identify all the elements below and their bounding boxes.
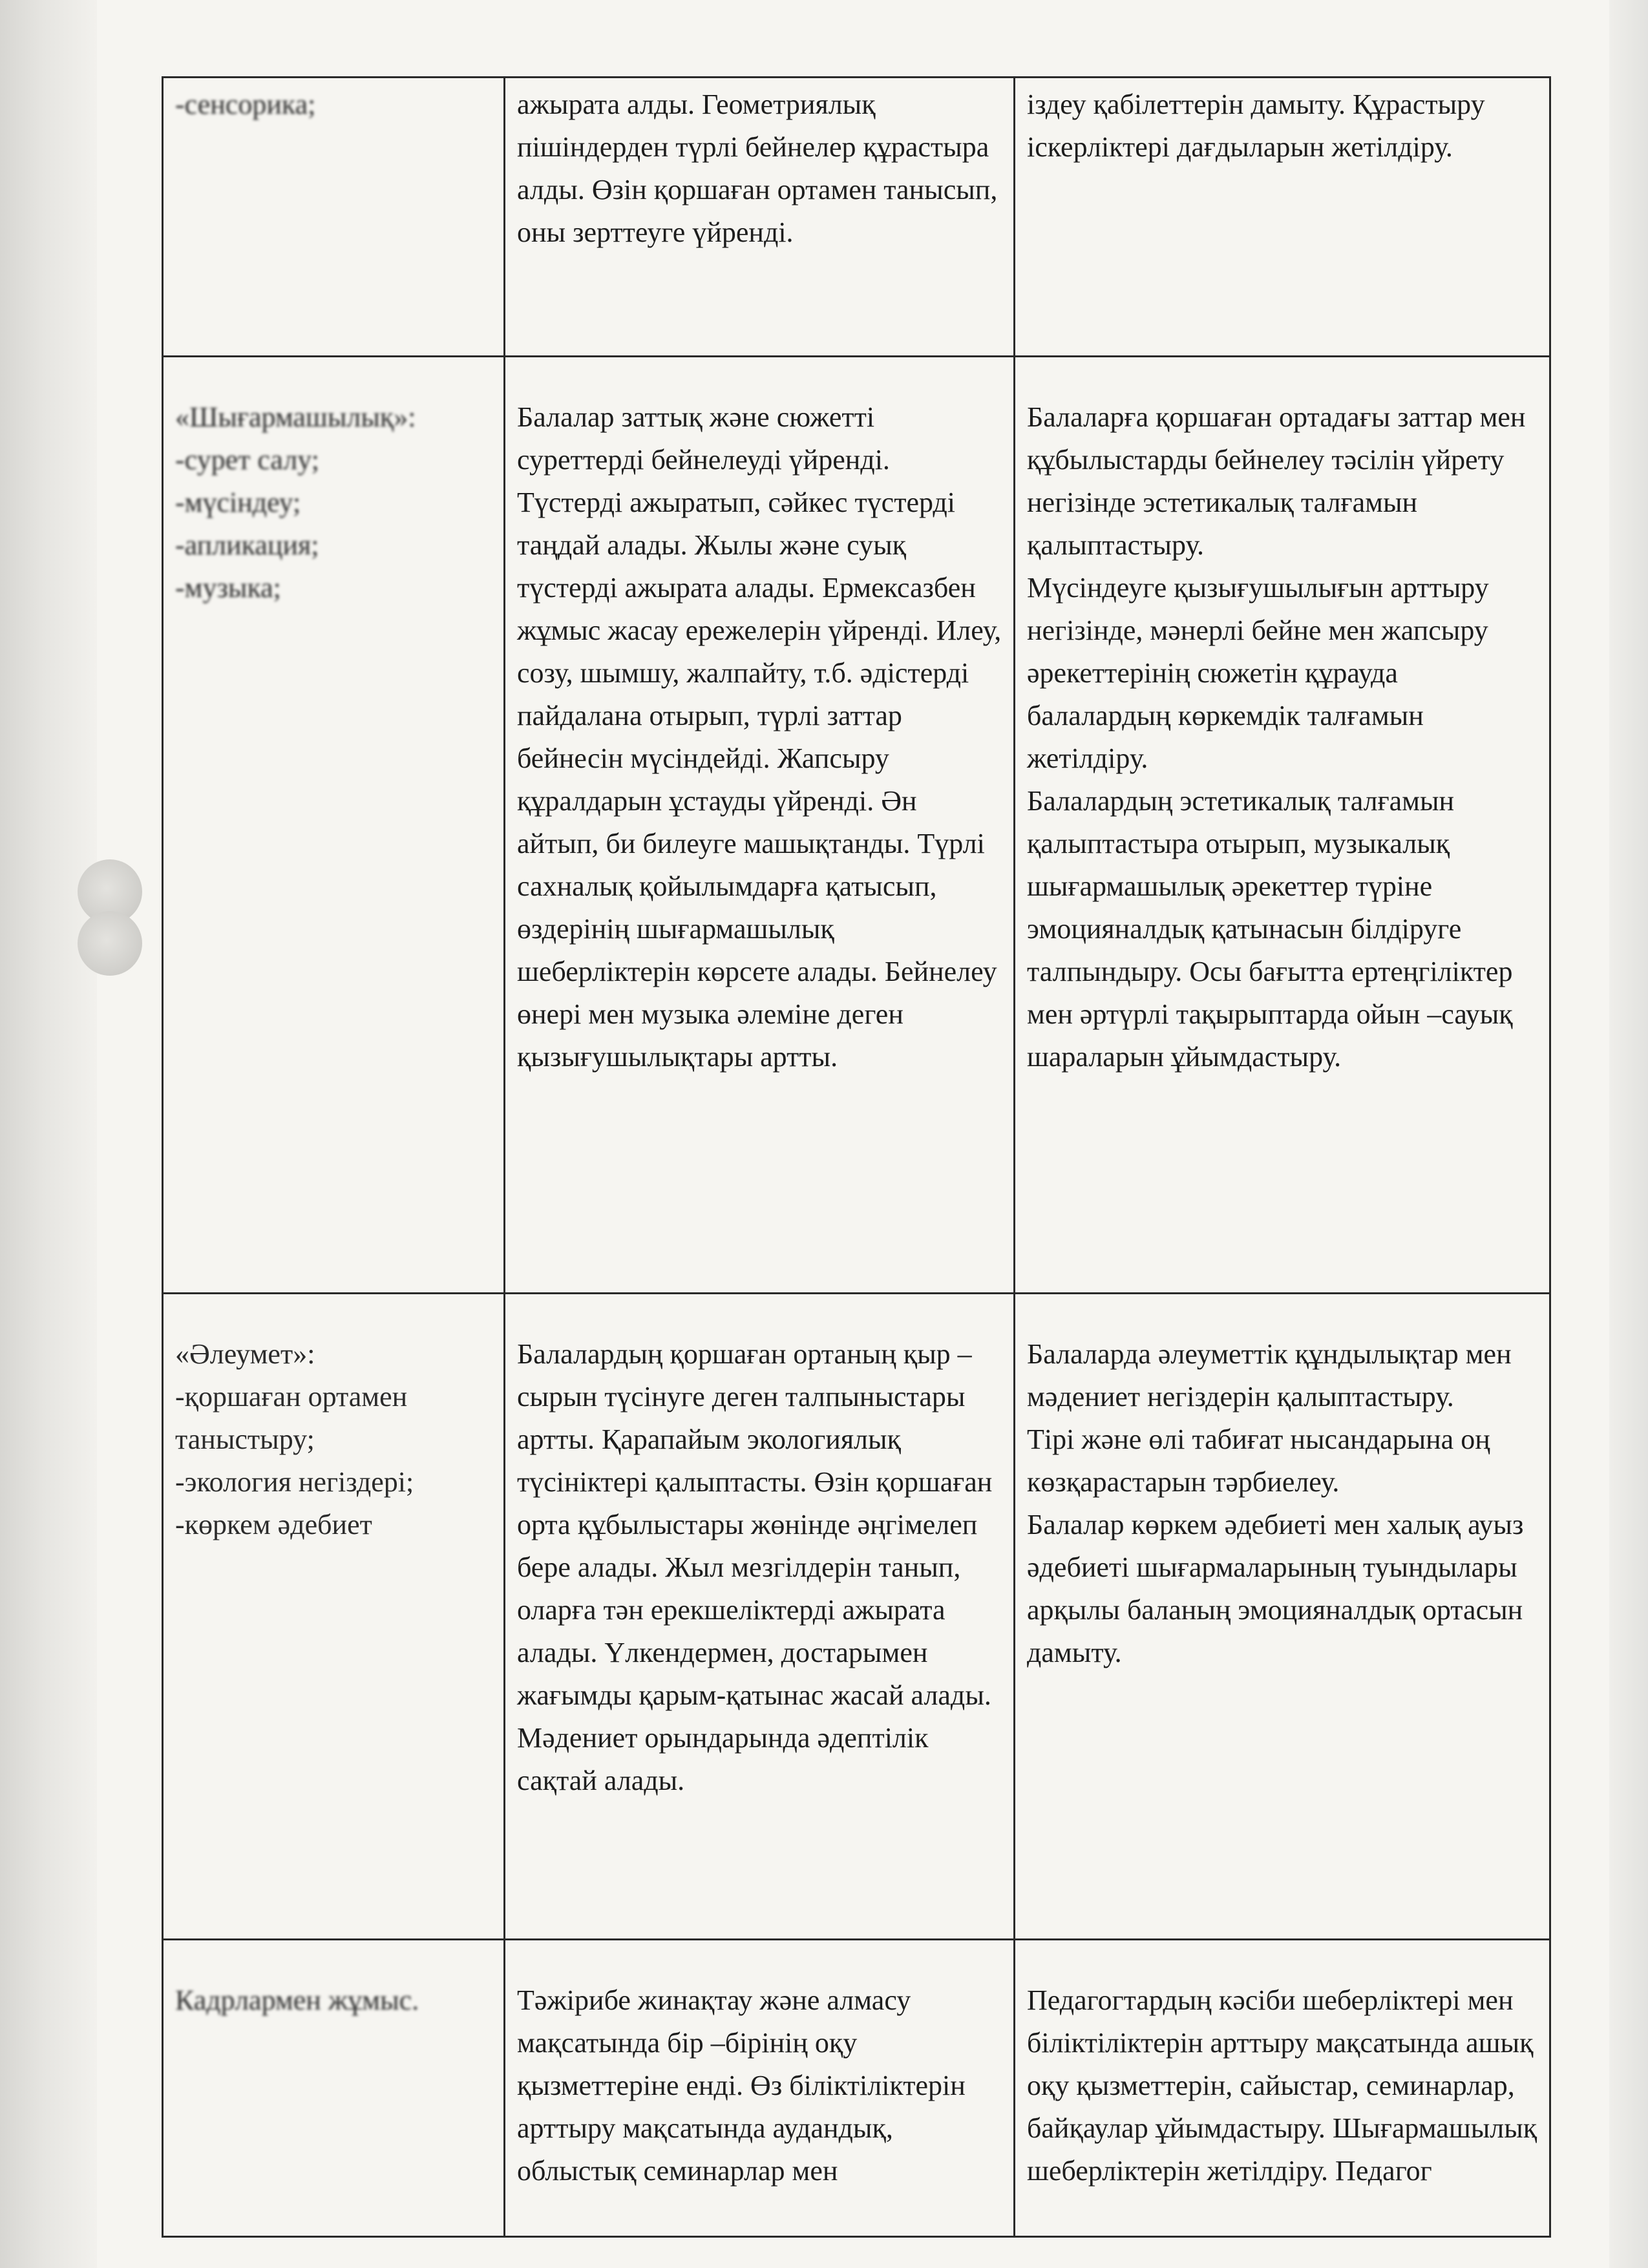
page-edge-shadow	[1609, 0, 1648, 2268]
punch-hole-lower	[78, 911, 142, 976]
task-text: іздеу қабілеттерін дамыту. Құрастыру іскерліктері дағдыларын жетілдіру.	[1027, 89, 1485, 163]
area-cell	[163, 78, 505, 357]
table-row	[163, 1940, 1550, 2237]
binder-shadow	[0, 0, 97, 2268]
task-cell	[1015, 1940, 1550, 2237]
area-text: -сенсорика;	[175, 89, 316, 120]
result-text: Балалардың қоршаған ортаның қыр –сырын түсінуге деген талпыныстары артты. Қарапайым экологиялық түсініктері қалыптасты. Өзін қоршаған орта құбылыстары жөнінде әңгімелеп бере алады. Жыл мезгілдерін танып, оларға тән ерекшеліктерді ажырата алады. Үлкендермен, достарымен жағымды қарым-қатынас жасай алады. Мәдениет орындарында әдептілік сақтай алады.	[517, 1338, 993, 1796]
task-text: Балаларға қоршаған ортадағы заттар мен құбылыстарды бейнелеу тәсілін үйрету негізінде эстетикалық талғамын қалыптастыру. Мүсіндеуге қызығушылығын арттыру негізінде, мәнерлі бейне мен жапсыру әрекеттерінің сюжетін құрауда балалардың көркемдік талғамын жетілдіру. Балалардың эстетикалық талғамын қалыптастыра отырып, музыкалық шығармашылық әрекеттер түріне эмоцияналдық қатынасын білдіруге талпындыру. Осы бағытта ертеңгіліктер мен әртүрлі тақырыптарда ойын –сауық шараларын ұйымдастыру.	[1027, 401, 1526, 1073]
result-cell	[505, 1940, 1015, 2237]
task-text: Педагогтардың кәсіби шеберліктері мен біліктіліктерін арттыру мақсатында ашық оқу қызметтерін, сайыстар, семинарлар, байқаулар ұйымдастыру. Шығармашылық шеберліктерін жетілдіру. Педагог	[1027, 1984, 1537, 2187]
area-cell	[163, 1294, 505, 1940]
table-row	[163, 357, 1550, 1294]
task-text: Балаларда әлеуметтік құндылықтар мен мәдениет негіздерін қалыптастыру. Тірі және өлі табиғат нысандарына оң көзқарастарын тәрбиелеу. Балалар көркем әдебиеті мен халық ауыз әдебиеті шығармаларының туындылары арқылы баланың эмоцияналдық ортасын дамыту.	[1027, 1338, 1524, 1668]
area-cell	[163, 1940, 505, 2237]
result-text: ажырата алды. Геометриялық пішіндерден түрлі бейнелер құрастыра алды. Өзін қоршаған ортамен танысып, оны зерттеуге үйренді.	[517, 89, 998, 248]
table-row	[163, 78, 1550, 357]
area-text: «Әлеумет»: -қоршаған ортамен таныстыру; -экология негіздері; -көркем әдебиет	[175, 1338, 414, 1540]
area-cell	[163, 357, 505, 1294]
task-cell	[1015, 78, 1550, 357]
table-row	[163, 1294, 1550, 1940]
result-cell	[505, 1294, 1015, 1940]
task-cell	[1015, 357, 1550, 1294]
area-text: «Шығармашылық»: -сурет салу; -мүсіндеу; -апликация; -музыка;	[175, 401, 416, 604]
result-text: Тәжірибе жинақтау және алмасу мақсатында бір –бірінің оқу қызметтеріне енді. Өз біліктіліктерін арттыру мақсатында аудандық, облыстық семинарлар мен	[517, 1984, 966, 2187]
result-cell	[505, 78, 1015, 357]
area-text: Кадрлармен жұмыс.	[175, 1984, 419, 2016]
work-plan-table	[162, 76, 1551, 2238]
result-cell	[505, 357, 1015, 1294]
result-text: Балалар заттық және сюжетті суреттерді бейнелеуді үйренді. Түстерді ажыратып, сәйкес түстерді таңдай алады. Жылы және суық түстерді ажырата алады. Ермексазбен жұмыс жасау ережелерін үйренді. Илеу, созу, шымшу, жалпайту, т.б. әдістерді пайдалана отырып, түрлі заттар бейнесін мүсіндейді. Жапсыру құралдарын ұстауды үйренді. Ән айтып, би билеуге машықтанды. Түрлі сахналық қойылымдарға қатысып, өздерінің шығармашылық шеберліктерін көрсете алады. Бейнелеу өнері мен музыка әлеміне деген қызығушылықтары артты.	[517, 401, 1002, 1073]
task-cell	[1015, 1294, 1550, 1940]
